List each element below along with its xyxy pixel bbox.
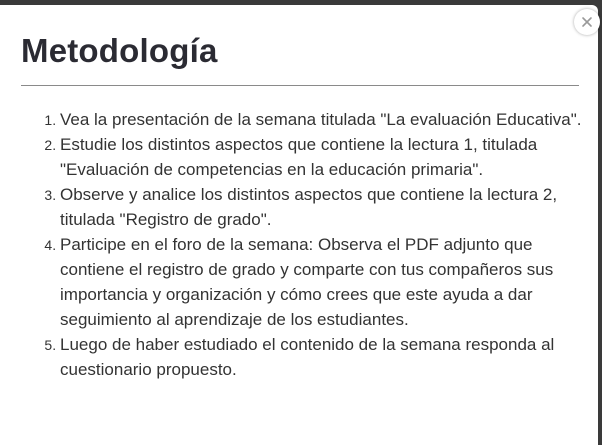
methodology-steps-list [39,107,600,382]
step-item-2: 2. Estudie los distintos aspectos que contiene la lectura 1, titulada "Evaluación de competencias en la educación primaria". [60,132,600,182]
close-icon [581,16,593,28]
modal-title: Metodología [21,32,218,69]
title-divider [21,85,579,86]
close-button[interactable] [574,9,600,35]
step-item-1: 1. Vea la presentación de la semana titulada "La evaluación Educativa". [60,107,600,132]
methodology-modal [0,5,598,445]
step-item-3: 3. Observe y analice los distintos aspectos que contiene la lectura 2, titulada "Registro de grado". [60,182,600,232]
step-item-5: 5. Luego de haber estudiado el contenido de la semana responda al cuestionario propuesto. [60,332,600,382]
step-item-4: 4. Participe en el foro de la semana: Observa el PDF adjunto que contiene el registro de grado y comparte con tus compañeros sus importancia y organización y cómo crees que este ayuda a dar seguimiento al aprendizaje de los estudiantes. [60,232,600,332]
